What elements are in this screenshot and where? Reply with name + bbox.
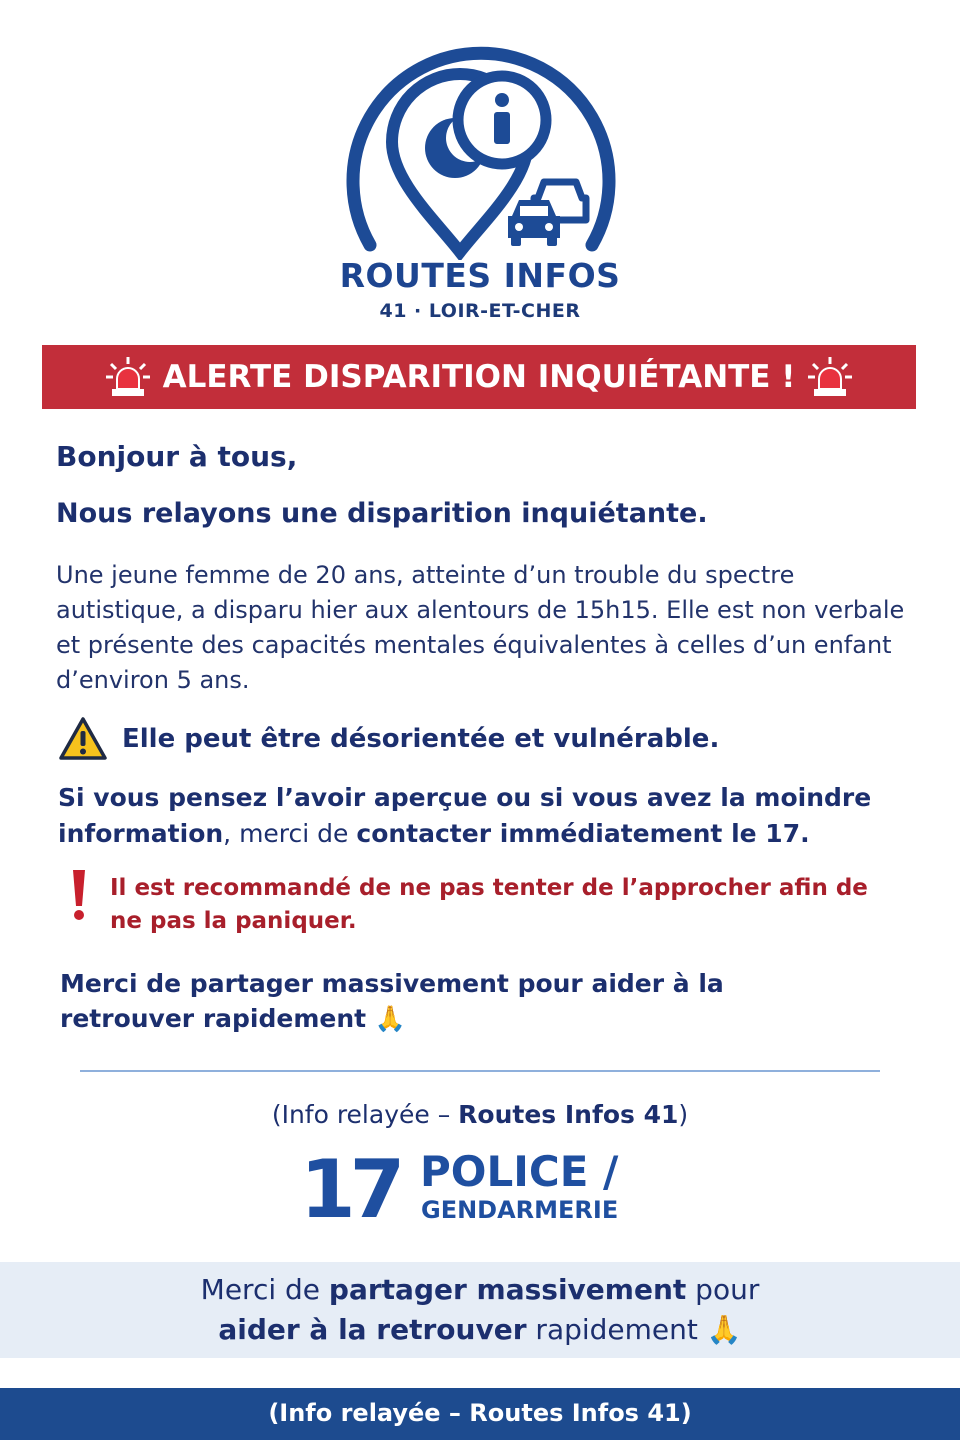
brand-subtitle: 41 · LOIR-ET-CHER <box>379 300 581 322</box>
share-band-line <box>0 1310 960 1350</box>
share-band-text: Merci de <box>200 1273 329 1306</box>
relay-source: Routes Infos 41 <box>458 1100 679 1129</box>
exclamation-icon <box>70 868 88 922</box>
praying-hands-icon: 🙏 <box>706 1313 742 1346</box>
relay-suffix: ) <box>678 1100 689 1129</box>
divider <box>80 1070 880 1072</box>
share-band-text: rapidement <box>526 1313 707 1346</box>
relay-info <box>0 1100 960 1129</box>
share-band-line <box>0 1270 960 1310</box>
contact-text-part: , merci de <box>223 819 357 848</box>
share-text-body: Merci de partager massivement pour aider à la retrouver rapidement <box>60 969 724 1033</box>
description-text: Une jeune femme de 20 ans, atteinte d’un trouble du spectre autistique, a disparu hier aux alentours de 15h15. Elle est non verbale et présente des capacités mentales équivalentes à celles d’un enfant d’environ 5 ans. <box>56 561 905 694</box>
contact-text-part: contacter immédiatement le 17. <box>356 819 810 848</box>
siren-icon <box>105 355 151 399</box>
relay-prefix: (Info relayée – <box>271 1100 459 1129</box>
contact-text <box>58 780 938 852</box>
footer-relay: (Info relayée – Routes Infos 41) <box>0 1388 960 1440</box>
share-band-text: pour <box>686 1273 760 1306</box>
emergency-gendarmerie: GENDARMERIE <box>421 1196 619 1224</box>
share-band-text: aider à la retrouver <box>218 1313 527 1346</box>
share-band <box>0 1262 960 1358</box>
share-text <box>60 966 820 1036</box>
share-band-text: partager massivement <box>328 1273 687 1306</box>
siren-icon <box>807 355 853 399</box>
lead-text: Nous relayons une disparition inquiétante. <box>56 498 708 529</box>
contact-text-part: Si vous pensez l’avoir aperçue ou si vous avez la moindre information <box>58 783 872 848</box>
routes-infos-logo-icon <box>330 30 630 260</box>
praying-hands-icon: 🙏 <box>374 1004 406 1033</box>
brand-title: ROUTES INFOS <box>339 256 621 295</box>
warning-icon <box>58 716 108 762</box>
alert-banner-text: ALERTE DISPARITION INQUIÉTANTE ! <box>162 359 796 395</box>
greeting: Bonjour à tous, <box>56 440 298 473</box>
warning-text: Elle peut être désorientée et vulnérable. <box>122 724 720 754</box>
caution-text: Il est recommandé de ne pas tenter de l’approcher afin de ne pas la paniquer. <box>110 875 868 934</box>
emergency-police: POLICE / <box>420 1147 619 1196</box>
alert-banner <box>42 345 916 409</box>
emergency-number: 17 <box>300 1143 400 1236</box>
